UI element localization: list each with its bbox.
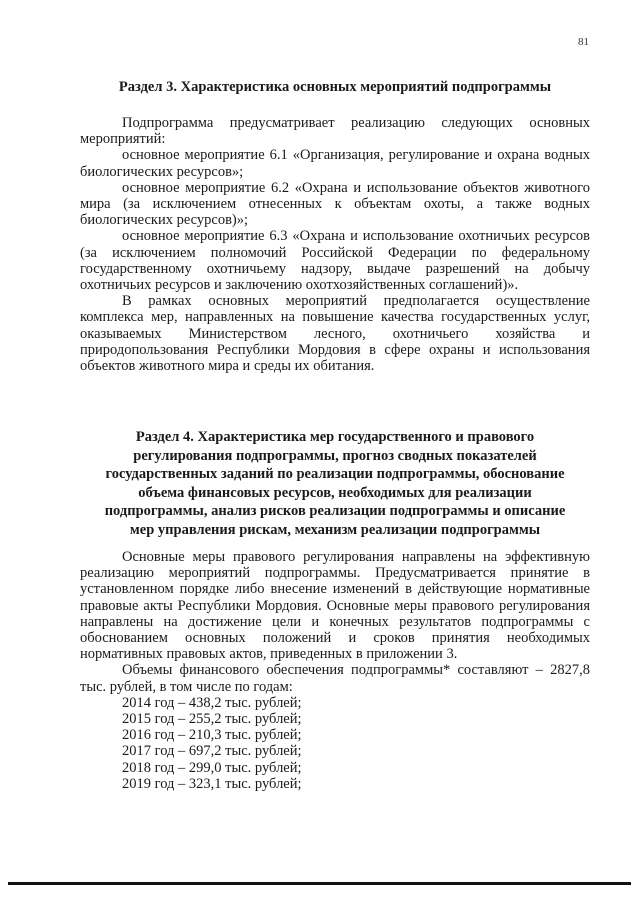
section-4-heading-line: объема финансовых ресурсов, необходимых для реализации bbox=[138, 484, 532, 501]
funding-year-item: 2018 год – 299,0 тыс. рублей; bbox=[122, 759, 302, 776]
page-number: 81 bbox=[578, 36, 589, 48]
funding-year-item: 2017 год – 697,2 тыс. рублей; bbox=[122, 743, 302, 760]
section-4-heading-line: регулирования подпрограммы, прогноз сводных показателей bbox=[133, 447, 537, 464]
funding-year-item: 2015 год – 255,2 тыс. рублей; bbox=[122, 711, 302, 728]
section-3-closing-paragraph: В рамках основных мероприятий предполагается осуществление комплекса мер, направленных на повышение качества государственных услуг, оказываемых Министерством лесного, охотничьего хозяйства и природопользования Республики Мордовия в сфере охраны и использования объектов животного мира и среды их обитания. bbox=[80, 293, 590, 375]
funding-years-list bbox=[80, 695, 590, 792]
section-3-body bbox=[80, 115, 590, 374]
activity-6-1-paragraph: основное мероприятие 6.1 «Организация, регулирование и охрана водных биологических ресурсов»; bbox=[80, 147, 590, 180]
funding-year-item: 2016 год – 210,3 тыс. рублей; bbox=[122, 727, 302, 744]
bottom-rule bbox=[8, 882, 631, 885]
activity-6-2-paragraph: основное мероприятие 6.2 «Охрана и использование объектов животного мира (за исключением отнесенных к объектам охоты, а также водных биологических ресурсов)»; bbox=[80, 179, 590, 229]
section-3-intro-paragraph: Подпрограмма предусматривает реализацию следующих основных мероприятий: bbox=[80, 115, 590, 148]
section-3-heading: Раздел 3. Характеристика основных мероприятий подпрограммы bbox=[118, 79, 552, 95]
funding-year-item: 2014 год – 438,2 тыс. рублей; bbox=[122, 694, 302, 711]
funding-year-item: 2019 год – 323,1 тыс. рублей; bbox=[122, 775, 302, 792]
funding-paragraph: Объемы финансового обеспечения подпрограммы* составляют – 2827,8 тыс. рублей, в том числе по годам: bbox=[80, 662, 590, 695]
section-4-heading bbox=[80, 428, 590, 539]
section-4-body bbox=[80, 549, 590, 792]
activity-6-3-paragraph: основное мероприятие 6.3 «Охрана и использование охотничьих ресурсов (за исключением полномочий Российской Федерации по федеральному государственному охотничьему надзору, выдаче разрешений на добычу охотничьих ресурсов и заключению охотхозяйственных соглашений)». bbox=[80, 228, 590, 294]
section-4-heading-line: подпрограммы, анализ рисков реализации подпрограммы и описание bbox=[104, 503, 566, 519]
legal-regulation-paragraph: Основные меры правового регулирования направлены на эффективную реализацию мероприятий подпрограммы. Предусматривается принятие в установленном порядке либо внесение изменений в действующие нормативные правовые акты Республики Мордовия. Основные меры правового регулирования направлены на достижение цели и конечных результатов подпрограммы с обоснованием основных положений и сроков принятия необходимых нормативных правовых актов, приведенных в приложении 3. bbox=[80, 549, 590, 663]
section-4-heading-line: государственных заданий по реализации подпрограммы, обоснование bbox=[105, 466, 565, 482]
section-4-heading-line: Раздел 4. Характеристика мер государственного и правового bbox=[135, 429, 535, 445]
section-4-heading-line: мер управления рискам, механизм реализации подпрограммы bbox=[129, 521, 541, 538]
